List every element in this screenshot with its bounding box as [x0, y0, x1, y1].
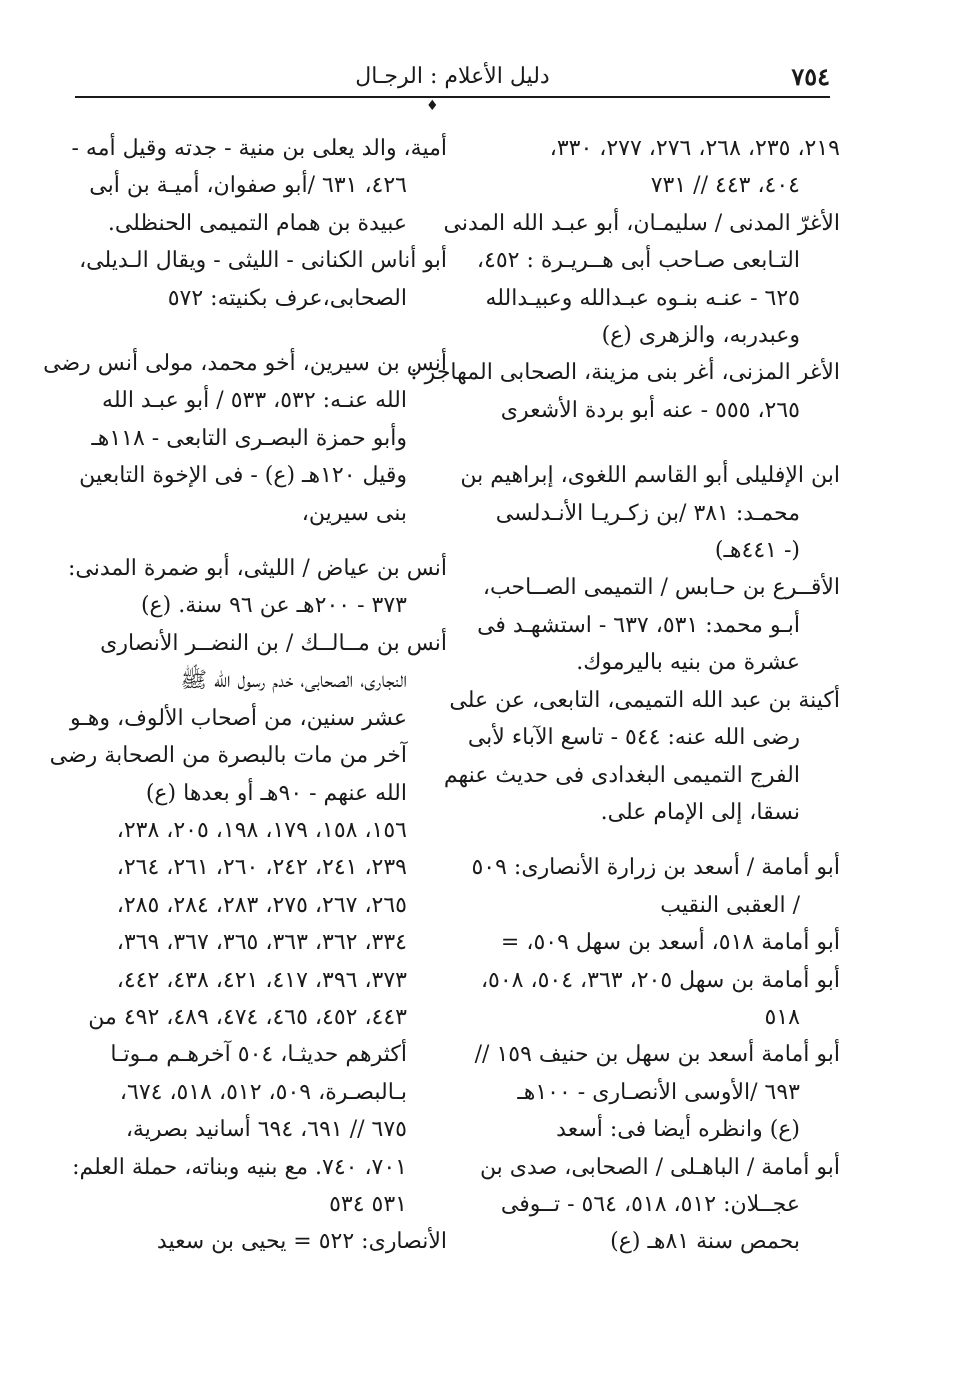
entry-continuation-line: عجــلان: ٥١٢، ٥١٨، ٥٦٤ - تــوفى [500, 1191, 800, 1217]
index-entry [465, 1036, 840, 1148]
entry-continuation-line: رضى الله عنه: ٥٤٤ - تاسع الآباء لأبى [467, 725, 800, 751]
entry-continuation-line: وعبدربه، والزهرى (ع) [601, 323, 800, 349]
entry-gap [72, 532, 447, 550]
entry-continuation-line: ٤٠٤، ٤٤٣ // ٧٣١ [650, 173, 800, 199]
entry-continuation-line: ٢٦٥، ٥٥٥ - عنه أبو بردة الأشعرى [500, 397, 800, 423]
entry-continuation-line: عشر سنين، من أصحاب الألوف، وهـو [69, 705, 407, 731]
entry-continuation-line: النجارى، الصحابى، خدم رسول الله ﷺ [180, 668, 407, 694]
running-title: دليل الأعلام : الرجـال [355, 64, 550, 89]
entry-continuation-line: التـابعى صـاحب أبى هــريـرة : ٤٥٢، [476, 248, 800, 274]
entry-continuation-line: الله عنهم - ٩٠هـ أو بعدها (ع) [145, 780, 407, 806]
entry-heading-line: ابن الإفليلى أبو القاسم اللغوى، إبراهيم بن [460, 463, 840, 489]
entry-gap [465, 429, 840, 457]
entry-continuation-line: (ع) وانظره أيضا فى: أسعد [556, 1117, 800, 1143]
left-column [43, 130, 447, 1261]
rule-mark: ♦ [426, 98, 439, 114]
entry-continuation-line: الله عنـه: ٥٣٢، ٥٣٣ / أبو عبـد الله [102, 388, 407, 414]
entry-continuation-line: نسقا، إلى الإمام على. [600, 799, 800, 825]
entry-heading-line: الأغر المزنى، أغر بنى مزينة، الصحابى المهاجر : [410, 360, 840, 386]
entry-continuation-line: عشرة من بنيه باليرموك. [576, 650, 800, 676]
index-entry [67, 550, 447, 625]
entry-heading-line: أنس بن مــالــك / بن النضــر الأنصارى [100, 630, 447, 656]
entry-heading-line: أمية، والد يعلى بن منية - جدته وقيل أمه - [71, 136, 447, 161]
entry-heading-line: أبو أمامة / الباهـلى / الصحابى، صدى بن [479, 1154, 840, 1180]
entry-continuation-line: ٣٧٣ - ٢٠٠هـ عن ٩٦ سنة. (ع) [140, 593, 407, 619]
entry-continuation-line: ٦٧٥ // ٦٩١، ٦٩٤ أسانيد بصرية، [125, 1117, 407, 1143]
entry-continuation-line: ٣٧٣، ٣٩٦، ٤١٧، ٤٢١، ٤٣٨، ٤٤٢، [116, 967, 407, 993]
entry-continuation-line: ٥٣١ ٥٣٤ [329, 1191, 407, 1217]
entry-heading-line: أبو أناس الكنانى - الليثى - ويقال الـديلى، [79, 248, 447, 274]
entry-continuation-line: عبيدة بن همام التميمى الحنظلى. [107, 210, 407, 236]
entry-heading-line: أكينة بن عبد الله التميمى، التابعى، عن على [449, 687, 840, 713]
index-entry [49, 625, 447, 1224]
index-entry [465, 962, 840, 1037]
entry-heading-line: أنس بن سيرين، أخو محمد، مولى أنس رضى [43, 351, 447, 377]
index-entry [465, 1149, 840, 1261]
entry-continuation-line: بنى سيرين، [301, 500, 407, 526]
entry-heading-line: أبو أمامة بن سهل ٢٠٥، ٣٦٣، ٥٠٤، ٥٠٨، [480, 967, 840, 993]
entry-heading-line: ٢١٩، ٢٣٥، ٢٦٨، ٢٧٦، ٢٧٧، ٣٣٠، [549, 136, 840, 161]
entry-continuation-line: / العقبى النقيب [660, 892, 800, 918]
index-entry [72, 242, 447, 317]
index-entry [443, 682, 840, 832]
entry-continuation-line: ٧٠١، ٧٤٠. مع بنيه وبناته، حملة العلم: [72, 1154, 407, 1180]
entry-continuation-line: (- ٤٤١هـ) [714, 538, 800, 564]
entry-continuation-line: أبـو محمد: ٥٣١، ٦٣٧ - استشهـد فى [477, 612, 800, 638]
entry-continuation-line: ١٥٦، ١٥٨، ١٧٩، ١٩٨، ٢٠٥، ٢٣٨، [116, 817, 407, 843]
index-entry [410, 354, 840, 429]
header-rule [75, 96, 830, 98]
index-entry [460, 457, 840, 569]
index-entry [465, 130, 840, 205]
entry-continuation-line: محمـد: ٣٨١ /بن زكـريـا الأنـدلسى [495, 500, 800, 526]
entry-heading-line: أنس بن عياض / الليثى، أبو ضمرة المدنى: [67, 556, 447, 582]
page-header [75, 52, 830, 96]
index-entry [72, 130, 447, 242]
entry-continuation-line: ٦٩٣ /الأوسى الأنصـارى - ١٠٠هـ [517, 1079, 800, 1105]
entry-continuation-line: الفرج التميمى البغدادى فى حديث عنهم [443, 762, 800, 788]
entry-continuation-line: ٥١٨ [764, 1004, 800, 1030]
entry-continuation-line: آخر من مات بالبصرة من الصحابة رضى [49, 743, 407, 769]
index-entry [465, 924, 840, 961]
entry-continuation-line: بـالبصـرة، ٥٠٩، ٥١٢، ٥١٨، ٦٧٤، [119, 1079, 407, 1105]
entry-heading-line: أبو أمامة ٥١٨، أسعد بن سهل ٥٠٩، = [500, 930, 840, 956]
index-entry [43, 345, 447, 532]
entry-heading-line: الأقــرع بن حـابس / التميمى الصــاحب، [482, 575, 840, 601]
entry-continuation-line: وقيل ١٢٠هـ (ع) - فى الإخوة التابعين [79, 463, 407, 489]
entry-gap [72, 317, 447, 345]
entry-heading-line: أبو أمامة أسعد بن سهل بن حنيف ١٥٩ // [474, 1042, 840, 1068]
entry-gap [465, 831, 840, 849]
page-number: ٧٥٤ [791, 62, 830, 91]
entry-continuation-line: ٦٢٥ - عنـه بنـوه عبـدالله وعبيـدالله [485, 285, 800, 311]
entry-continuation-line: الصحابى،عرف بكنيته: ٥٧٢ [167, 285, 407, 311]
index-entry [443, 205, 840, 355]
index-entry [465, 569, 840, 681]
entry-continuation-line: أكثرهم حديثـا، ٥٠٤ آخرهـم مـوتـا [110, 1042, 407, 1068]
index-entry [72, 1223, 447, 1260]
entry-heading-line: الأغرّ المدنى / سليمـان، أبو عبـد الله المدنى [443, 210, 840, 236]
entry-continuation-line: ٤٢٦، ٦٣١ /أبو صفوان، أميـة بن أبى [89, 173, 407, 199]
entry-continuation-line: ٢٣٩، ٢٤١، ٢٤٢، ٢٦٠، ٢٦١، ٢٦٤، [116, 855, 407, 881]
entry-continuation-line: ٤٤٣، ٤٥٢، ٤٦٥، ٤٧٤، ٤٨٩، ٤٩٢ من [88, 1004, 407, 1030]
index-entry [465, 849, 840, 924]
entry-heading-line: الأنصارى: ٥٢٢ = يحيى بن سعيد [156, 1229, 447, 1255]
entry-continuation-line: وأبو حمزة البصـرى التابعى - ١١٨هـ [91, 425, 407, 451]
entry-continuation-line: ٣٣٤، ٣٦٢، ٣٦٣، ٣٦٥، ٣٦٧، ٣٦٩، [116, 930, 407, 956]
right-column [410, 130, 840, 1261]
entry-continuation-line: بحمص سنة ٨١هـ (ع) [610, 1229, 800, 1255]
entry-heading-line: أبو أمامة / أسعد بن زرارة الأنصارى: ٥٠٩ [471, 855, 840, 881]
entry-continuation-line: ٢٦٥، ٢٦٧، ٢٧٥، ٢٨٣، ٢٨٤، ٢٨٥، [116, 892, 407, 918]
